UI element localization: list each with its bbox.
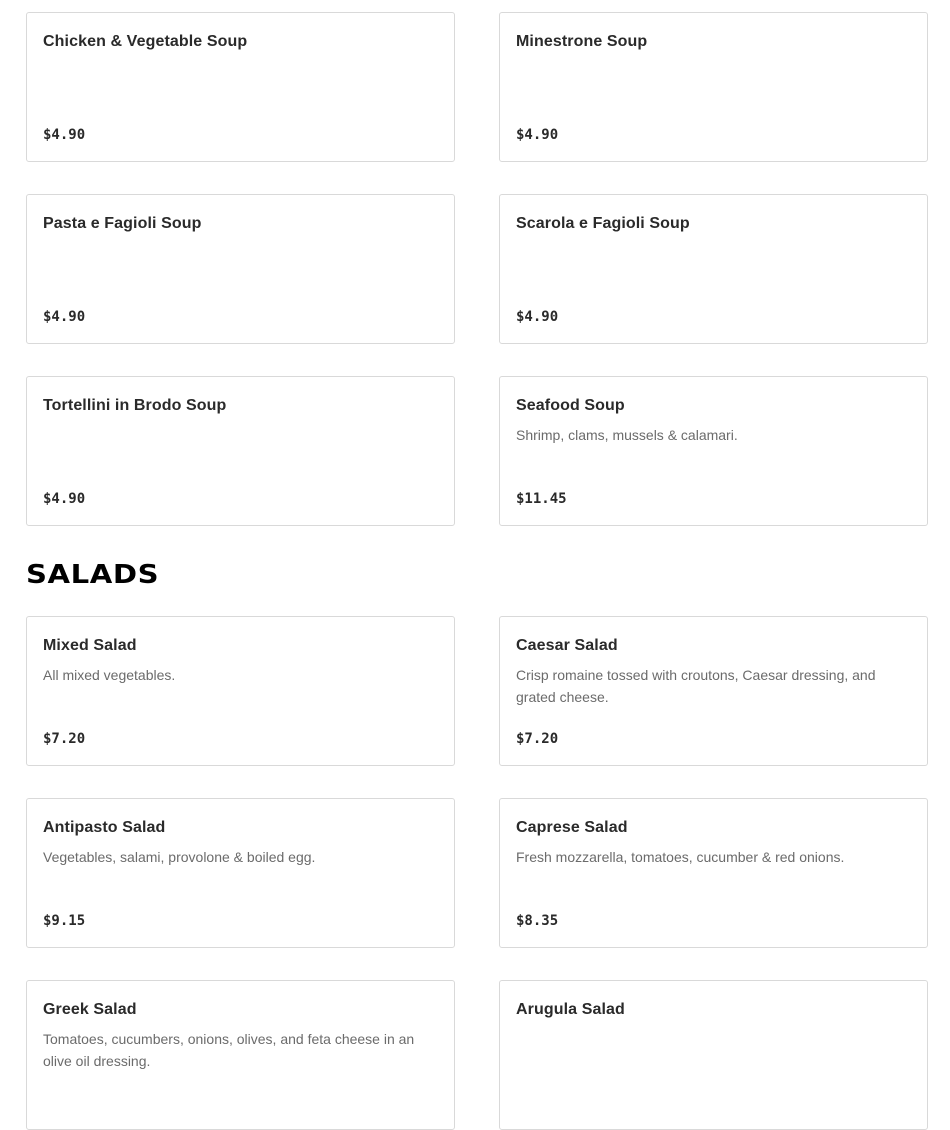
item-description: Vegetables, salami, provolone & boiled egg. [43, 849, 316, 865]
menu-item-card[interactable] [499, 12, 928, 162]
menu-item-card[interactable] [26, 194, 455, 344]
menu-item-card[interactable] [26, 616, 455, 766]
menu-item-card[interactable] [499, 980, 928, 1130]
item-name: Scarola e Fagioli Soup [516, 215, 690, 232]
item-name: Arugula Salad [516, 1001, 625, 1018]
menu-item-card[interactable] [26, 980, 455, 1130]
menu-item-card[interactable] [499, 616, 928, 766]
menu-item-card[interactable] [499, 194, 928, 344]
item-price: $4.90 [43, 491, 86, 507]
item-price: $8.35 [516, 913, 559, 929]
item-name: Pasta e Fagioli Soup [43, 215, 202, 232]
item-name: Antipasto Salad [43, 819, 166, 836]
item-price: $4.90 [516, 127, 559, 143]
item-price: $11.45 [516, 491, 567, 507]
item-price: $7.20 [516, 731, 559, 747]
item-price: $7.20 [43, 731, 86, 747]
menu-item-card[interactable] [26, 798, 455, 948]
item-name: Greek Salad [43, 1001, 137, 1018]
soups-grid [26, 12, 928, 526]
item-price: $4.90 [43, 309, 86, 325]
menu-item-card[interactable] [499, 798, 928, 948]
menu-item-card[interactable] [26, 12, 455, 162]
item-price: $4.90 [516, 309, 559, 325]
item-name: Chicken & Vegetable Soup [43, 33, 248, 50]
salads-grid [26, 616, 928, 1130]
menu-item-card[interactable] [26, 376, 455, 526]
item-name: Mixed Salad [43, 637, 137, 654]
item-description: Shrimp, clams, mussels & calamari. [516, 427, 738, 443]
item-price: $9.15 [43, 913, 86, 929]
item-name: Minestrone Soup [516, 33, 648, 50]
item-description: Fresh mozzarella, tomatoes, cucumber & red onions. [516, 849, 845, 865]
item-description: Tomatoes, cucumbers, onions, olives, and feta cheese in an olive oil dressing. [43, 1031, 415, 1069]
menu-item-card[interactable] [499, 376, 928, 526]
item-price: $4.90 [43, 127, 86, 143]
section-title-salads: SALADS [26, 560, 160, 590]
item-name: Tortellini in Brodo Soup [43, 397, 227, 414]
item-name: Caesar Salad [516, 637, 618, 654]
item-name: Seafood Soup [516, 397, 625, 414]
menu-container [26, 12, 928, 1130]
item-description: Crisp romaine tossed with croutons, Caesar dressing, and grated cheese. [516, 667, 876, 705]
item-name: Caprese Salad [516, 819, 628, 836]
item-description: All mixed vegetables. [43, 667, 176, 683]
